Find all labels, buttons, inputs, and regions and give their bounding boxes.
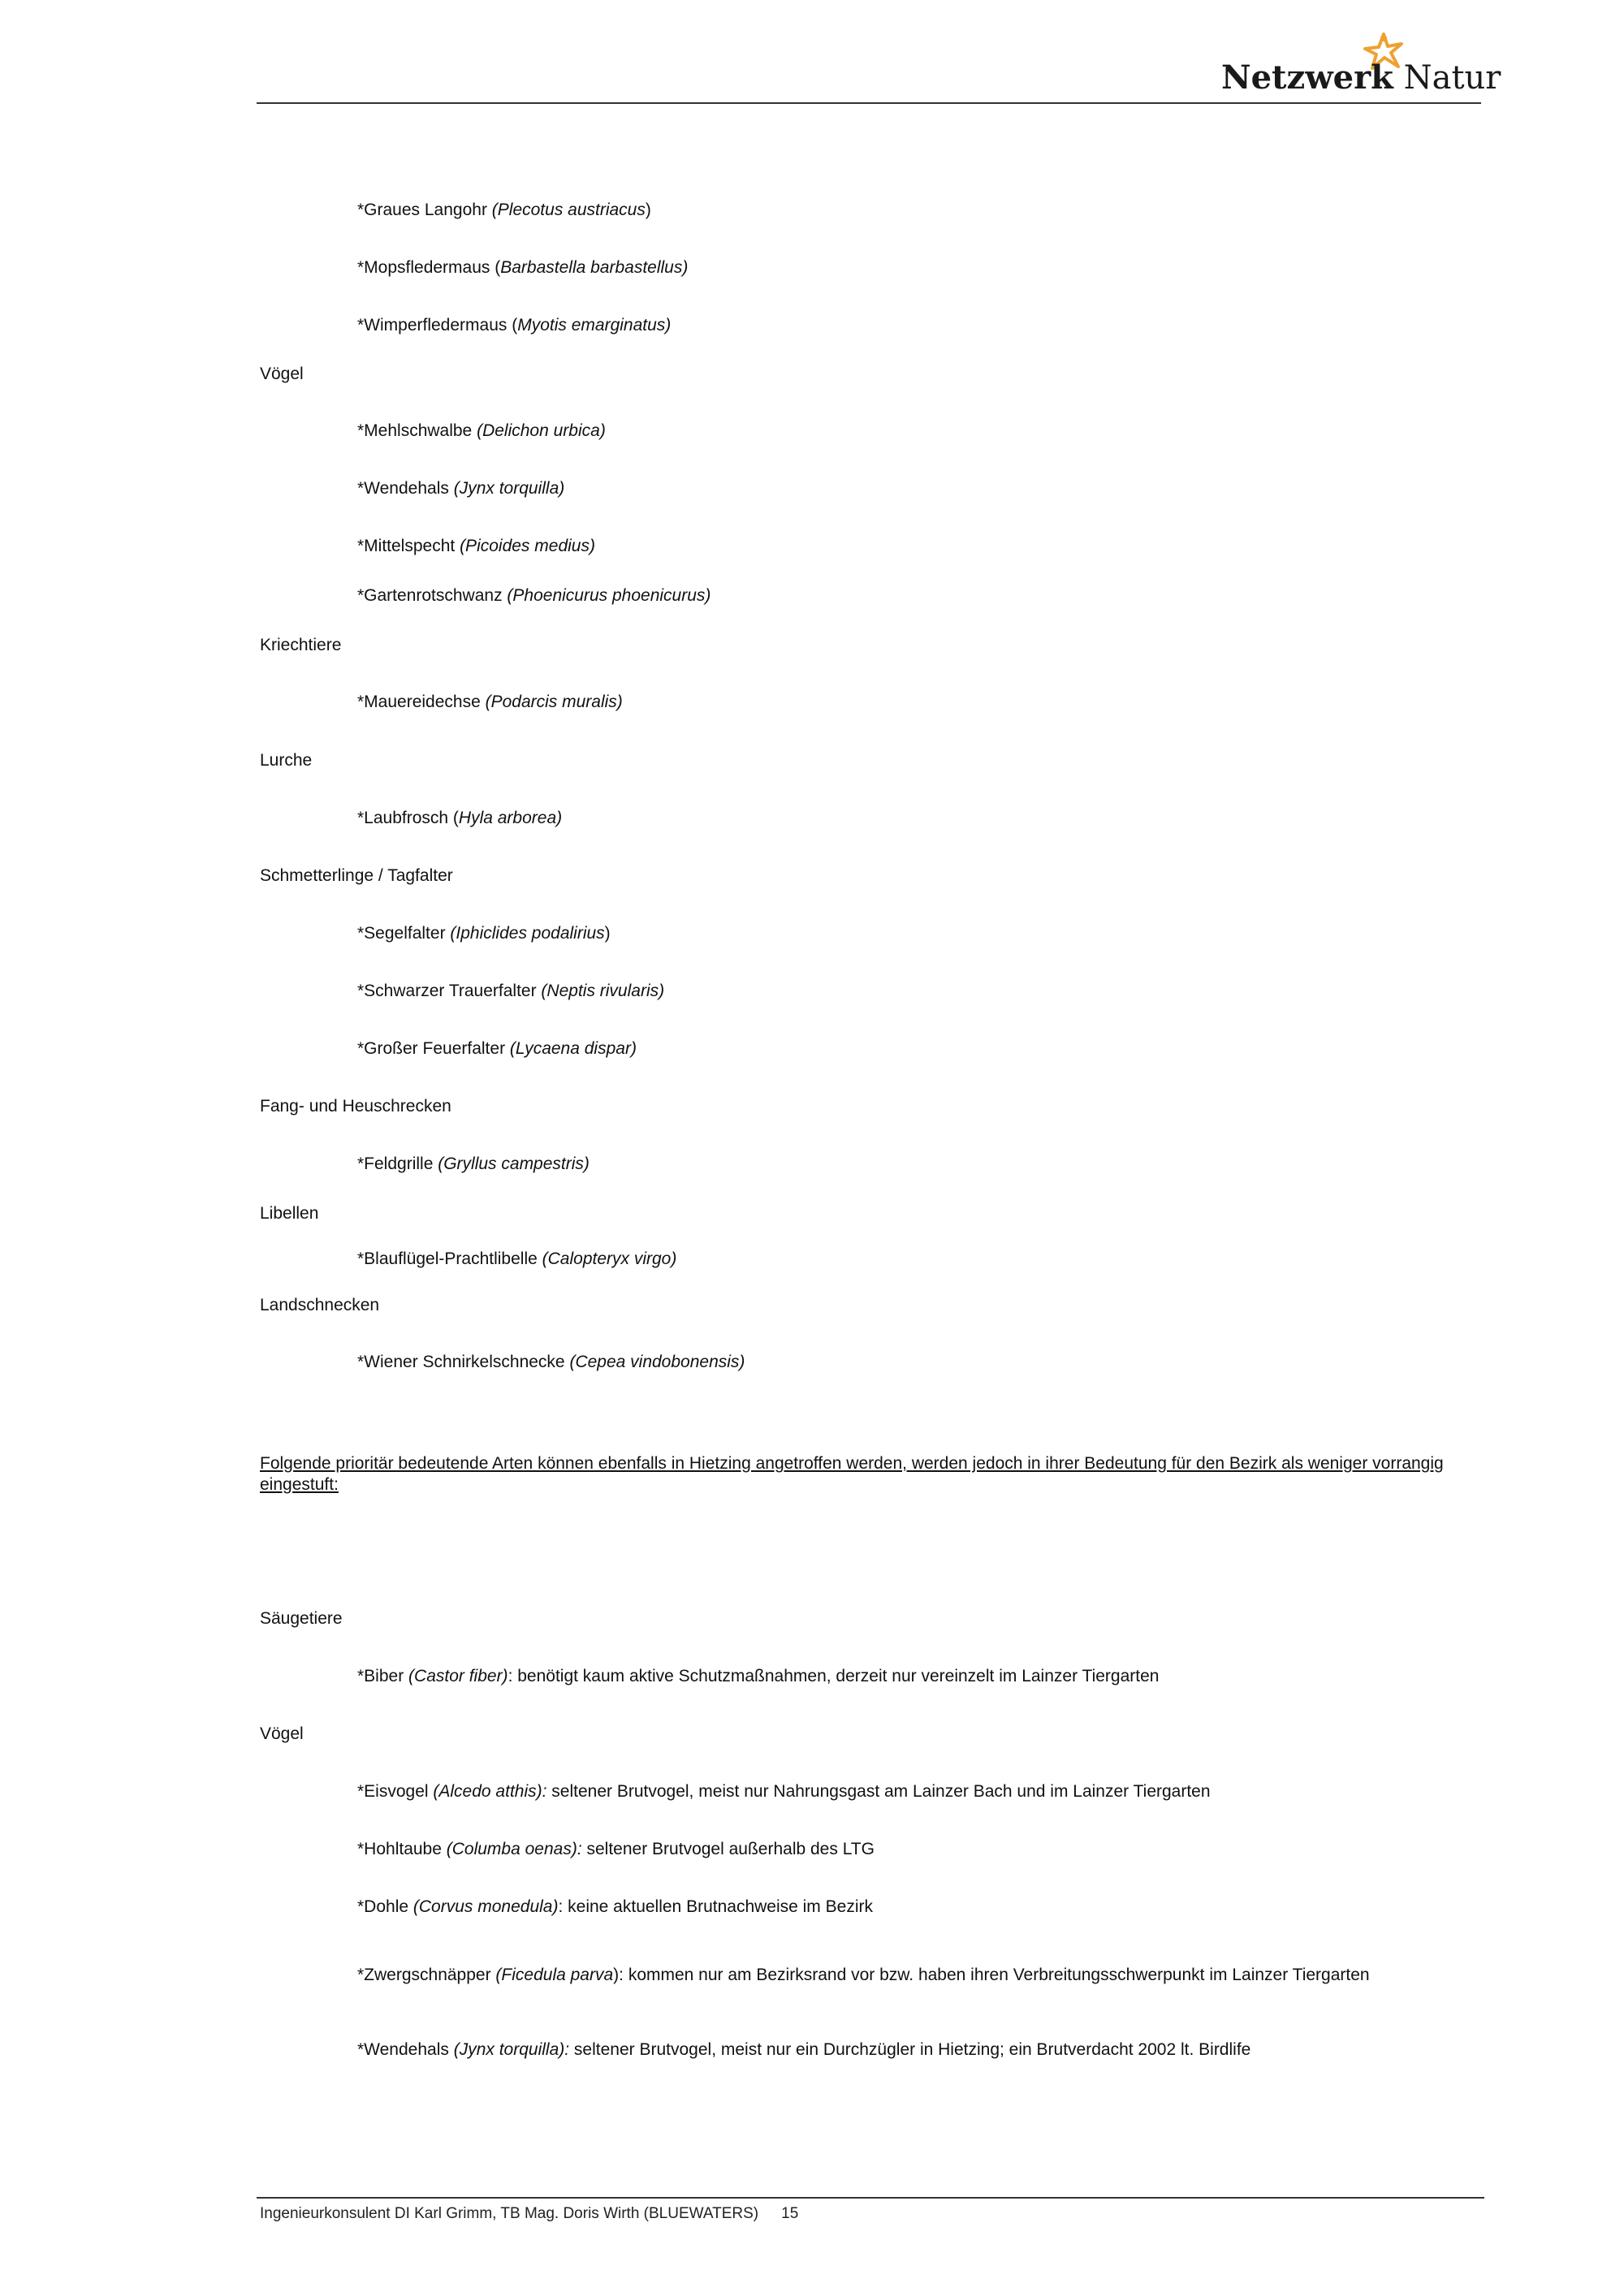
species-entry bbox=[357, 923, 611, 944]
category-heading: Säugetiere bbox=[260, 1609, 343, 1628]
page-footer bbox=[260, 2205, 798, 2223]
category-heading: Kriechtiere bbox=[260, 636, 342, 654]
species-entry bbox=[357, 257, 688, 278]
logo-regular-word: Natur bbox=[1403, 59, 1501, 97]
species-scientific-name: (Gryllus campestris) bbox=[438, 1154, 590, 1173]
species-scientific-name: Myotis emarginatus) bbox=[517, 316, 672, 334]
footer-author: Ingenieurkonsulent DI Karl Grimm, TB Mag. Doris Wirth (BLUEWATERS) bbox=[260, 2205, 759, 2222]
species-scientific-name: (Plecotus austriacus bbox=[491, 201, 646, 219]
species-note: : benötigt kaum aktive Schutzmaßnahmen, derzeit nur vereinzelt im Lainzer Tiergarten bbox=[508, 1667, 1160, 1685]
species-common-name: *Laubfrosch ( bbox=[357, 809, 459, 827]
species-note: ): kommen nur am Bezirksrand vor bzw. haben ihren Verbreitungsschwerpunkt im Lainzer Tiergarten bbox=[613, 1966, 1370, 1984]
species-common-name: *Mauereidechse bbox=[357, 693, 486, 711]
species-entry bbox=[357, 692, 623, 713]
species-scientific-name: (Ficedula parva bbox=[495, 1966, 614, 1984]
species-entry bbox=[357, 981, 664, 1002]
species-entry bbox=[357, 1781, 1211, 1802]
category-heading: Libellen bbox=[260, 1204, 319, 1223]
species-scientific-name: (Jynx torquilla): bbox=[453, 2040, 570, 2059]
category-heading: Lurche bbox=[260, 751, 313, 770]
species-common-name: *Feldgrille bbox=[357, 1154, 438, 1173]
species-common-name: *Großer Feuerfalter bbox=[357, 1039, 510, 1058]
species-scientific-name: Barbastella barbastellus) bbox=[500, 258, 689, 277]
logo-bold-word: Netzwerk bbox=[1221, 58, 1393, 97]
species-scientific-name: (Castor fiber) bbox=[408, 1667, 508, 1685]
species-scientific-name: (Cepea vindobonensis) bbox=[569, 1353, 745, 1371]
species-entry bbox=[357, 478, 564, 499]
species-scientific-name: (Calopteryx virgo) bbox=[542, 1249, 677, 1268]
section-intro bbox=[260, 1453, 1483, 1495]
species-entry bbox=[357, 1038, 637, 1060]
species-entry bbox=[357, 1154, 590, 1175]
species-entry bbox=[357, 421, 606, 442]
species-common-name: *Zwergschnäpper bbox=[357, 1966, 496, 1984]
page-number: 15 bbox=[781, 2205, 799, 2222]
footer-rule bbox=[257, 2197, 1484, 2199]
category-heading: Schmetterlinge / Tagfalter bbox=[260, 866, 453, 885]
species-note: ) bbox=[645, 201, 651, 219]
species-common-name: *Mopsfledermaus ( bbox=[357, 258, 501, 277]
species-scientific-name: (Alcedo atthis): bbox=[433, 1782, 547, 1801]
species-note: seltener Brutvogel, meist nur Nahrungsgast am Lainzer Bach und im Lainzer Tiergarten bbox=[546, 1782, 1211, 1801]
species-scientific-name: (Podarcis muralis) bbox=[485, 693, 623, 711]
species-common-name: *Wendehals bbox=[357, 2040, 454, 2059]
species-entry bbox=[357, 1839, 875, 1860]
species-scientific-name: Hyla arborea) bbox=[458, 809, 563, 827]
category-heading: Landschnecken bbox=[260, 1296, 380, 1314]
species-note: seltener Brutvogel außerhalb des LTG bbox=[581, 1840, 875, 1858]
species-common-name: *Mittelspecht bbox=[357, 537, 460, 555]
species-common-name: *Wendehals bbox=[357, 479, 454, 498]
species-common-name: *Gartenrotschwanz bbox=[357, 586, 508, 605]
species-common-name: *Blauflügel-Prachtlibelle bbox=[357, 1249, 542, 1268]
species-entry bbox=[357, 1352, 745, 1373]
species-common-name: *Eisvogel bbox=[357, 1782, 434, 1801]
species-common-name: *Dohle bbox=[357, 1897, 413, 1916]
category-heading: Fang- und Heuschrecken bbox=[260, 1097, 451, 1116]
species-scientific-name: (Jynx torquilla) bbox=[453, 479, 565, 498]
species-entry bbox=[357, 1666, 1159, 1687]
species-note: ) bbox=[604, 924, 611, 943]
species-common-name: *Mehlschwalbe bbox=[357, 421, 477, 440]
species-scientific-name: (Corvus monedula) bbox=[412, 1897, 559, 1916]
species-entry bbox=[357, 1954, 1483, 1996]
species-common-name: *Wiener Schnirkelschnecke bbox=[357, 1353, 570, 1371]
species-entry bbox=[357, 536, 595, 557]
species-common-name: *Schwarzer Trauerfalter bbox=[357, 982, 542, 1000]
species-note: : keine aktuellen Brutnachweise im Bezirk bbox=[558, 1897, 873, 1916]
species-entry bbox=[357, 1249, 676, 1270]
species-entry bbox=[357, 1897, 873, 1918]
category-heading: Vögel bbox=[260, 365, 304, 383]
species-entry bbox=[357, 2039, 1250, 2061]
species-scientific-name: (Delichon urbica) bbox=[477, 421, 606, 440]
species-common-name: *Hohltaube bbox=[357, 1840, 447, 1858]
species-scientific-name: (Phoenicurus phoenicurus) bbox=[507, 586, 711, 605]
species-scientific-name: (Neptis rivularis) bbox=[541, 982, 665, 1000]
species-common-name: *Wimperfledermaus ( bbox=[357, 316, 518, 334]
species-scientific-name: (Picoides medius) bbox=[460, 537, 595, 555]
species-entry bbox=[357, 200, 651, 221]
category-heading: Vögel bbox=[260, 1724, 304, 1743]
species-entry bbox=[357, 315, 671, 336]
species-scientific-name: (Columba oenas): bbox=[446, 1840, 582, 1858]
species-common-name: *Segelfalter bbox=[357, 924, 451, 943]
species-scientific-name: (Lycaena dispar) bbox=[509, 1039, 637, 1058]
species-scientific-name: (Iphiclides podalirius bbox=[450, 924, 605, 943]
species-common-name: *Graues Langohr bbox=[357, 201, 492, 219]
species-common-name: *Biber bbox=[357, 1667, 409, 1685]
logo-wordmark bbox=[1221, 58, 1501, 97]
section-intro-text: Folgende prioritär bedeutende Arten können ebenfalls in Hietzing angetroffen werden, werden jedoch in ihrer Bedeutung für den Bezirk als weniger vorrangig eingestuft: bbox=[260, 1454, 1444, 1494]
header-rule bbox=[257, 102, 1481, 104]
species-note: seltener Brutvogel, meist nur ein Durchzügler in Hietzing; ein Brutverdacht 2002 lt. Birdlife bbox=[569, 2040, 1251, 2059]
netzwerk-natur-logo bbox=[1221, 32, 1501, 106]
species-entry bbox=[357, 808, 562, 829]
species-entry bbox=[357, 585, 710, 606]
